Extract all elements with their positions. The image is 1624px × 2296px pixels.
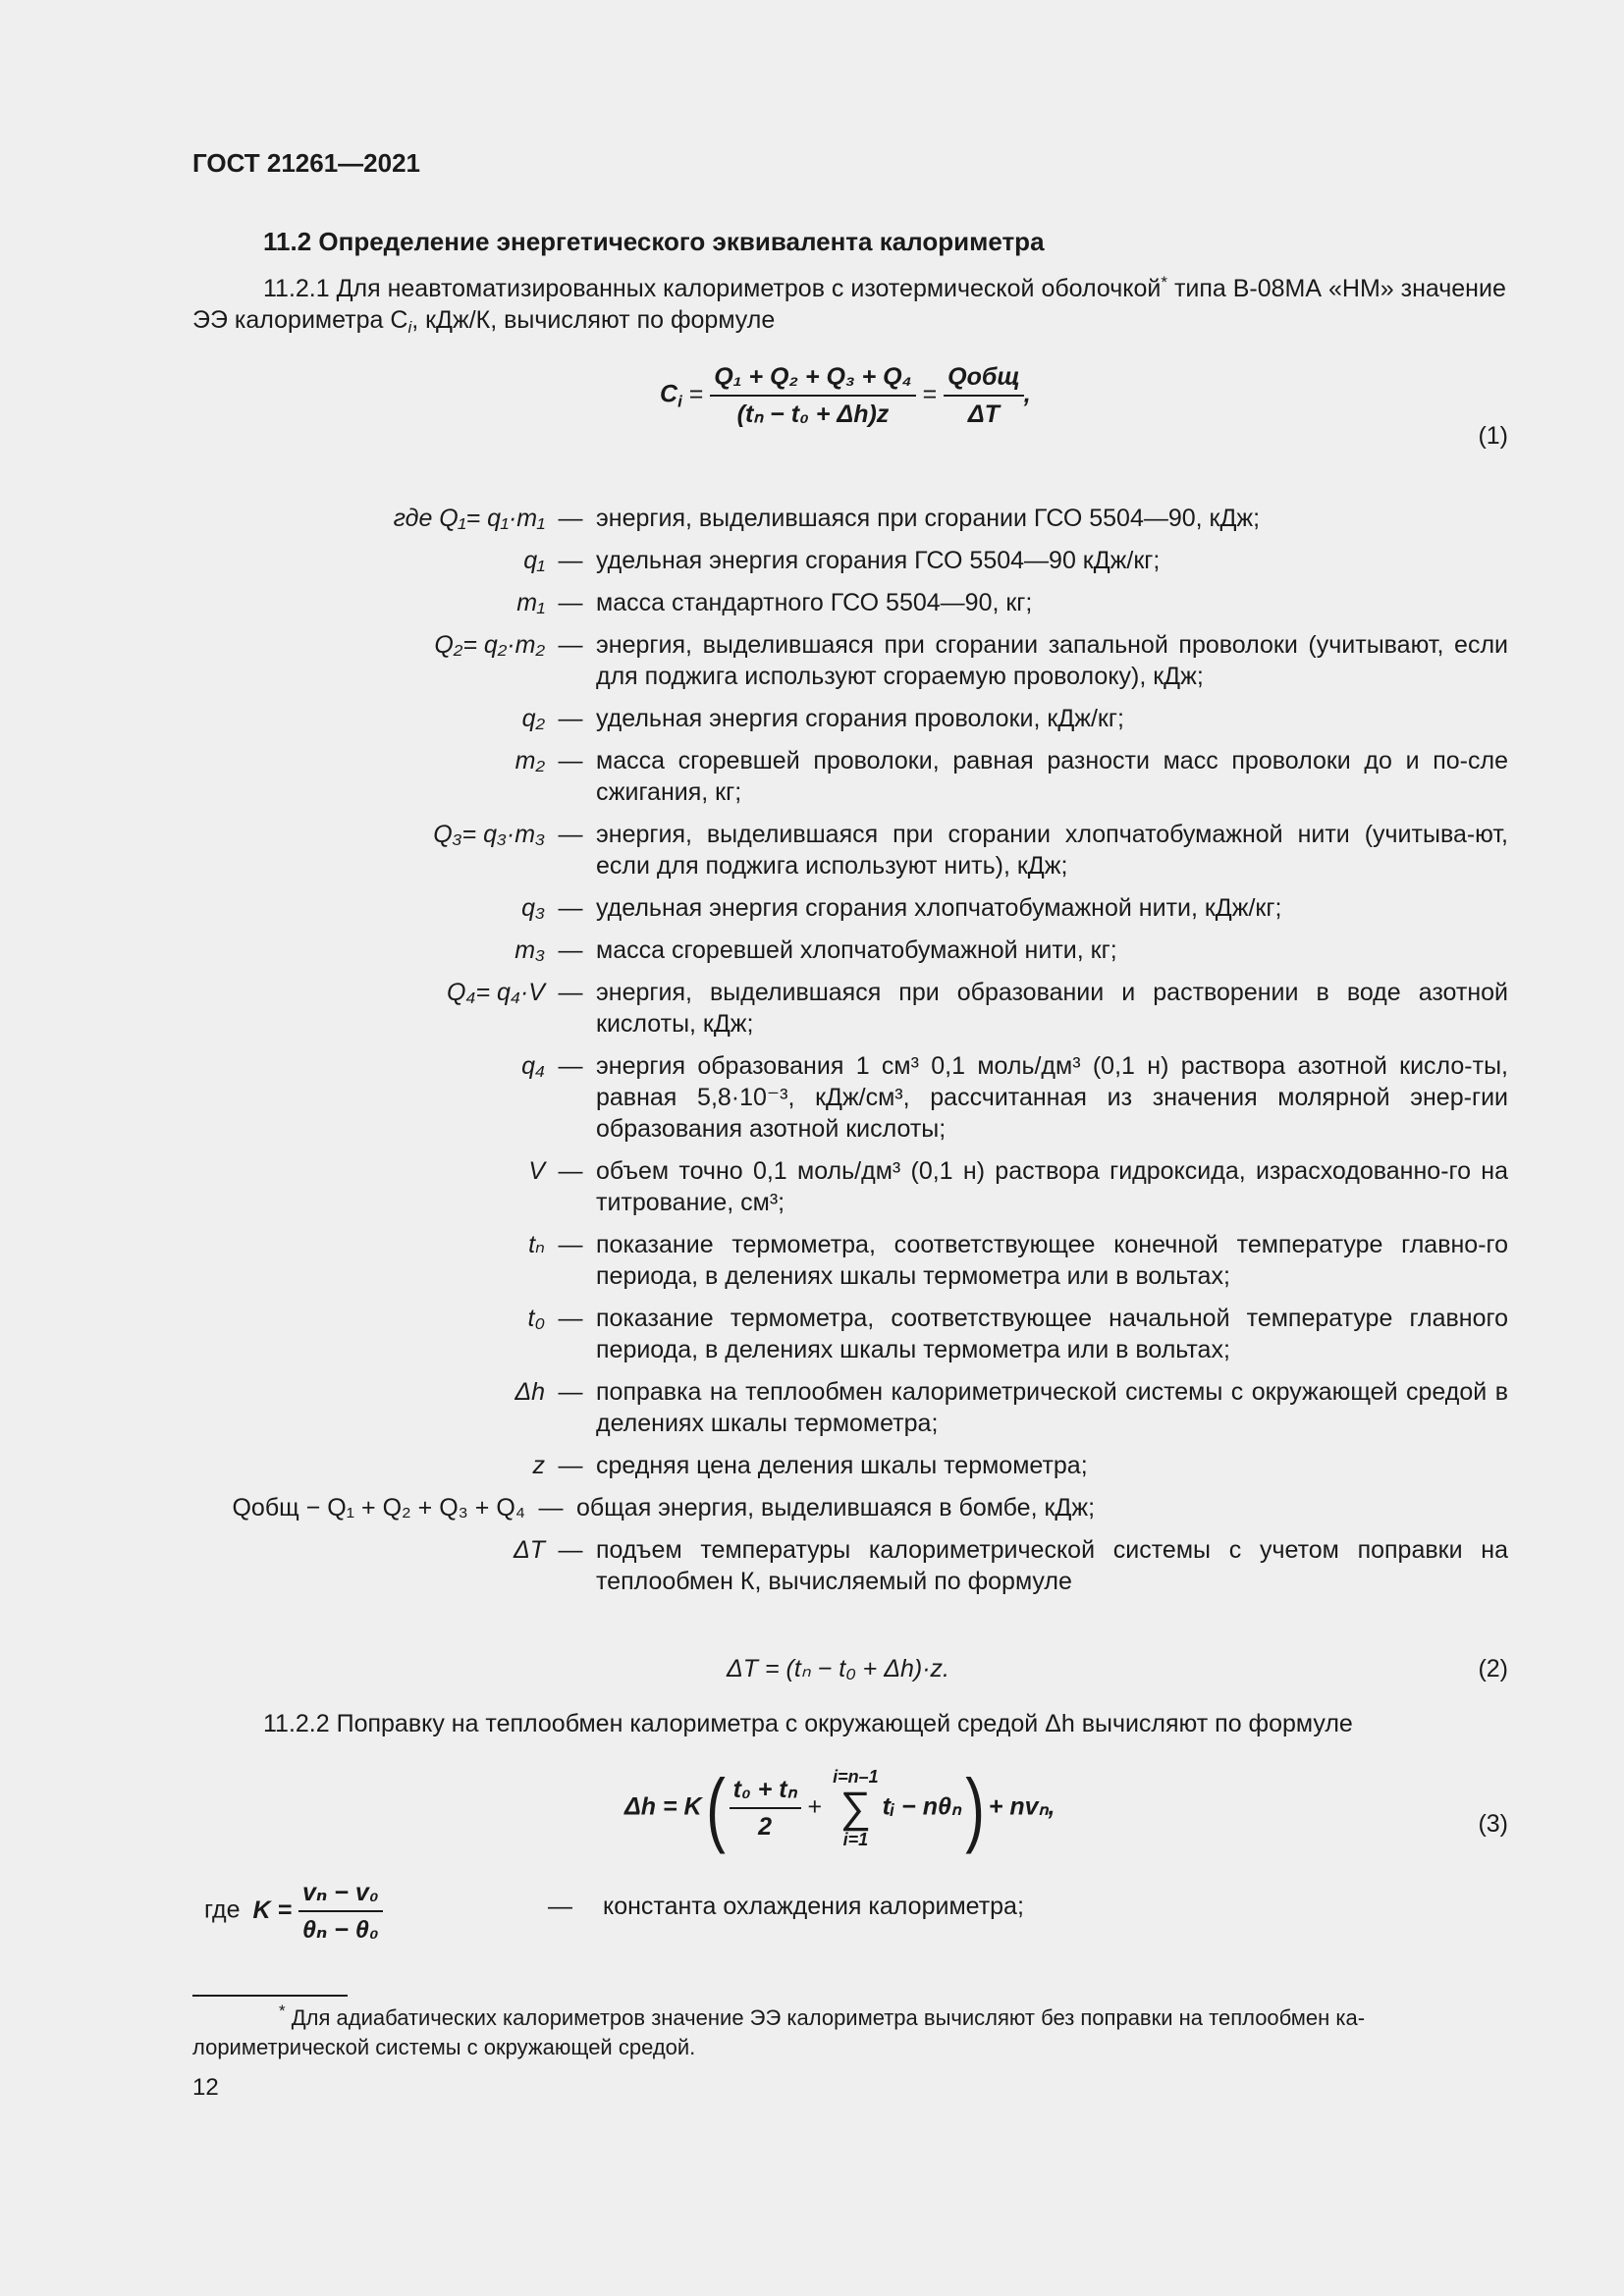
definition-text: поправка на теплообмен калориметрической системы с окружающей средой в делениях шкалы термометра; xyxy=(596,1378,1508,1437)
definition-row xyxy=(192,1050,1508,1145)
dash: — xyxy=(558,1536,583,1564)
dash: — xyxy=(558,979,583,1006)
fraction-denominator: 2 xyxy=(758,1813,773,1841)
definition-row xyxy=(192,1229,1508,1292)
definition-row xyxy=(192,1303,1508,1365)
formula-tail: + nvₙ, xyxy=(988,1792,1056,1821)
dash: — xyxy=(558,821,583,848)
definition-text: средняя цена деления шкалы термометра; xyxy=(596,1452,1088,1479)
dash: — xyxy=(558,936,583,964)
fraction-numerator: vₙ − v₀ xyxy=(298,1877,383,1912)
definition-row xyxy=(192,977,1508,1040)
formula-text: ΔT = (tₙ − t₀ + Δh)·z. xyxy=(727,1655,950,1682)
paragraph-11-2-2: 11.2.2 Поправку на теплообмен калориметра с окружающей средой Δh вычисляют по формуле xyxy=(263,1710,1353,1737)
definition-symbol: q₂ xyxy=(521,705,545,732)
sigma-icon: ∑ xyxy=(839,1784,872,1832)
dash: — xyxy=(558,894,583,922)
definition-symbol: m₃ xyxy=(514,936,545,964)
definition-row xyxy=(192,703,1508,734)
definition-symbol: ΔT xyxy=(513,1536,545,1564)
fraction-denominator: ΔT xyxy=(967,400,1000,428)
definition-symbol: q₃ xyxy=(521,894,545,922)
fraction-2 xyxy=(944,361,1024,430)
definition-text: масса стандартного ГСО 5504—90, кг; xyxy=(596,589,1033,616)
definition-text: объем точно 0,1 моль/дм³ (0,1 н) раствора гидроксида, израсходованно-го на титрование, см³; xyxy=(596,1157,1508,1216)
formula-lhs: Δh = K xyxy=(624,1792,702,1821)
k-definition xyxy=(204,1877,383,1946)
definition-text: энергия, выделившаяся при сгорании запальной проволоки (учитывают, если для поджига используют сгораемую проволоку), кДж; xyxy=(596,631,1508,690)
footnote-mark: * xyxy=(1161,273,1167,292)
definition-text: энергия, выделившаяся при сгорании хлопчатобумажной нити (учитыва-ют, если для поджига используют нить), кДж; xyxy=(596,821,1508,880)
definition-text: масса сгоревшей хлопчатобумажной нити, кг; xyxy=(596,936,1117,964)
definition-row xyxy=(192,934,1508,966)
fraction-numerator: Q₁ + Q₂ + Q₃ + Q₄ xyxy=(710,361,915,397)
formula-2 xyxy=(727,1653,949,1684)
footnote-mark: * xyxy=(279,2002,286,2020)
formula-1: $C_i$ = $\frac{\text{Q₁ + Q₂ + Q₃ + Q₄}}{\text{(tₙ − t₀ + Δh)z}}$ = $\frac{\text{Qобщ}}{\Delta T}$ , xyxy=(660,363,1031,428)
fraction-numerator: t₀ + tₙ xyxy=(730,1774,801,1809)
footnote-rule xyxy=(192,1995,348,1997)
dash: — xyxy=(558,1378,583,1406)
definition-symbol: m₂ xyxy=(514,747,545,774)
definition-row xyxy=(192,545,1508,576)
definition-symbol: Q₂= q₂·m₂ xyxy=(434,631,545,659)
definition-symbol: m₁ xyxy=(516,589,545,616)
definition-text: общая энергия, выделившаяся в бомбе, кДж; xyxy=(576,1494,1096,1522)
definition-text: энергия, выделившаяся при сгорании ГСО 5504—90, кДж; xyxy=(596,505,1261,532)
definition-row xyxy=(192,892,1508,924)
footnote-text: Для адиабатических калориметров значение ЭЭ калориметра вычисляют без поправки на теплообмен ка-лориметрической системы с окружающей средой. xyxy=(192,2005,1366,2059)
dash: — xyxy=(558,705,583,732)
right-paren: ) xyxy=(965,1762,985,1854)
definition-row xyxy=(192,745,1508,808)
dash: — xyxy=(558,1052,583,1080)
paragraph-11-2-1 xyxy=(192,273,1508,336)
dash: — xyxy=(558,1157,583,1185)
subscript: i xyxy=(407,318,412,337)
definition-row xyxy=(192,819,1508,881)
summation xyxy=(833,1767,879,1849)
definition-symbol: V xyxy=(528,1157,545,1185)
dash: — xyxy=(548,1893,572,1920)
definition-row xyxy=(192,1450,1508,1481)
definition-text: масса сгоревшей проволоки, равная разности масс проволоки до и по-сле сжигания, кг; xyxy=(596,747,1508,806)
definition-text: показание термометра, соответствующее конечной температуре главно-го периода, в делениях шкалы термометра или в вольтах; xyxy=(596,1231,1508,1290)
fraction-denominator: θₙ − θ₀ xyxy=(302,1916,379,1944)
definition-symbol: Q₃= q₃·m₃ xyxy=(433,821,545,848)
sum-upper-limit: i=n–1 xyxy=(833,1767,879,1787)
definition-symbol: t₀ xyxy=(527,1305,545,1332)
definitions-list xyxy=(192,503,1508,1608)
fraction xyxy=(730,1774,801,1842)
k-lhs: K = xyxy=(252,1896,293,1924)
dash: — xyxy=(538,1494,564,1522)
dash: — xyxy=(558,505,583,532)
definition-text: энергия, выделившаяся при образовании и растворении в воде азотной кислоты, кДж; xyxy=(596,979,1508,1038)
dash: — xyxy=(558,1452,583,1479)
definition-row xyxy=(192,1376,1508,1439)
definition-row xyxy=(192,503,1508,534)
page-number: 12 xyxy=(192,2074,219,2101)
definition-text: удельная энергия сгорания хлопчатобумажной нити, кДж/кг; xyxy=(596,894,1282,922)
dash: — xyxy=(558,1231,583,1258)
dash: — xyxy=(558,631,583,659)
definition-symbol: Δh xyxy=(514,1378,545,1406)
definition-text: энергия образования 1 см³ 0,1 моль/дм³ (0,1 н) раствора азотной кисло-ты, равная 5,8·10⁻³, кДж/см³, рассчитанная из значения молярной энер-гии образования азотной кислоты; xyxy=(596,1052,1508,1143)
definition-row xyxy=(192,629,1508,692)
formula-lhs: C xyxy=(660,380,678,408)
definition-symbol: где Q₁= q₁·m₁ xyxy=(393,505,545,532)
definition-row xyxy=(192,1492,1508,1523)
definition-symbol: Qобщ − Q₁ + Q₂ + Q₃ + Q₄ xyxy=(232,1494,525,1522)
formula-3 xyxy=(624,1762,1056,1854)
formula-number: (3) xyxy=(1478,1810,1508,1838)
definition-row xyxy=(192,1155,1508,1218)
standard-code: ГОСТ 21261—2021 xyxy=(192,148,420,178)
definition-symbol: z xyxy=(532,1452,545,1479)
k-definition-text: константа охлаждения калориметра; xyxy=(603,1893,1024,1920)
definition-symbol: q₁ xyxy=(523,547,545,574)
footnote xyxy=(192,2003,1508,2062)
definition-text: удельная энергия сгорания ГСО 5504—90 кДж/кг; xyxy=(596,547,1161,574)
dash: — xyxy=(558,747,583,774)
paragraph-text: 11.2.1 Для неавтоматизированных калориметров с изотермической оболочкой xyxy=(263,275,1162,302)
formula-lhs-sub: i xyxy=(677,392,682,411)
dash: — xyxy=(558,1305,583,1332)
dash: — xyxy=(558,547,583,574)
paragraph-text: типа В-08МА «НМ» значение ЭЭ калориметра С xyxy=(192,275,1506,334)
fraction-denominator: (tₙ − t₀ + Δh)z xyxy=(736,400,890,428)
fraction-numerator: Qобщ xyxy=(944,361,1024,397)
definition-symbol: tₙ xyxy=(528,1231,545,1258)
plus-sign: + xyxy=(807,1792,823,1821)
dash: — xyxy=(558,589,583,616)
k-fraction xyxy=(298,1877,383,1946)
left-paren: ( xyxy=(705,1762,726,1854)
where-label: где xyxy=(204,1896,241,1924)
sum-body: tᵢ − nθₙ xyxy=(882,1792,961,1821)
paragraph-text: , кДж/К, вычисляют по формуле xyxy=(411,306,776,334)
fraction-1 xyxy=(710,361,915,430)
definition-symbol: q₄ xyxy=(521,1052,545,1080)
section-title: 11.2 Определение энергетического эквивалента калориметра xyxy=(263,227,1045,256)
definition-text: подъем температуры калориметрической системы с учетом поправки на теплообмен К, вычисляемый по формуле xyxy=(596,1536,1508,1595)
formula-number: (1) xyxy=(1478,422,1508,450)
formula-number: (2) xyxy=(1478,1655,1508,1682)
definition-row xyxy=(192,587,1508,618)
sum-lower-limit: i=1 xyxy=(842,1830,869,1849)
definition-text: удельная энергия сгорания проволоки, кДж/кг; xyxy=(596,705,1124,732)
definition-row xyxy=(192,1534,1508,1597)
definition-text: показание термометра, соответствующее начальной температуре главного периода, в делениях шкалы термометра или в вольтах; xyxy=(596,1305,1508,1363)
definition-symbol: Q₄= q₄·V xyxy=(447,979,545,1006)
